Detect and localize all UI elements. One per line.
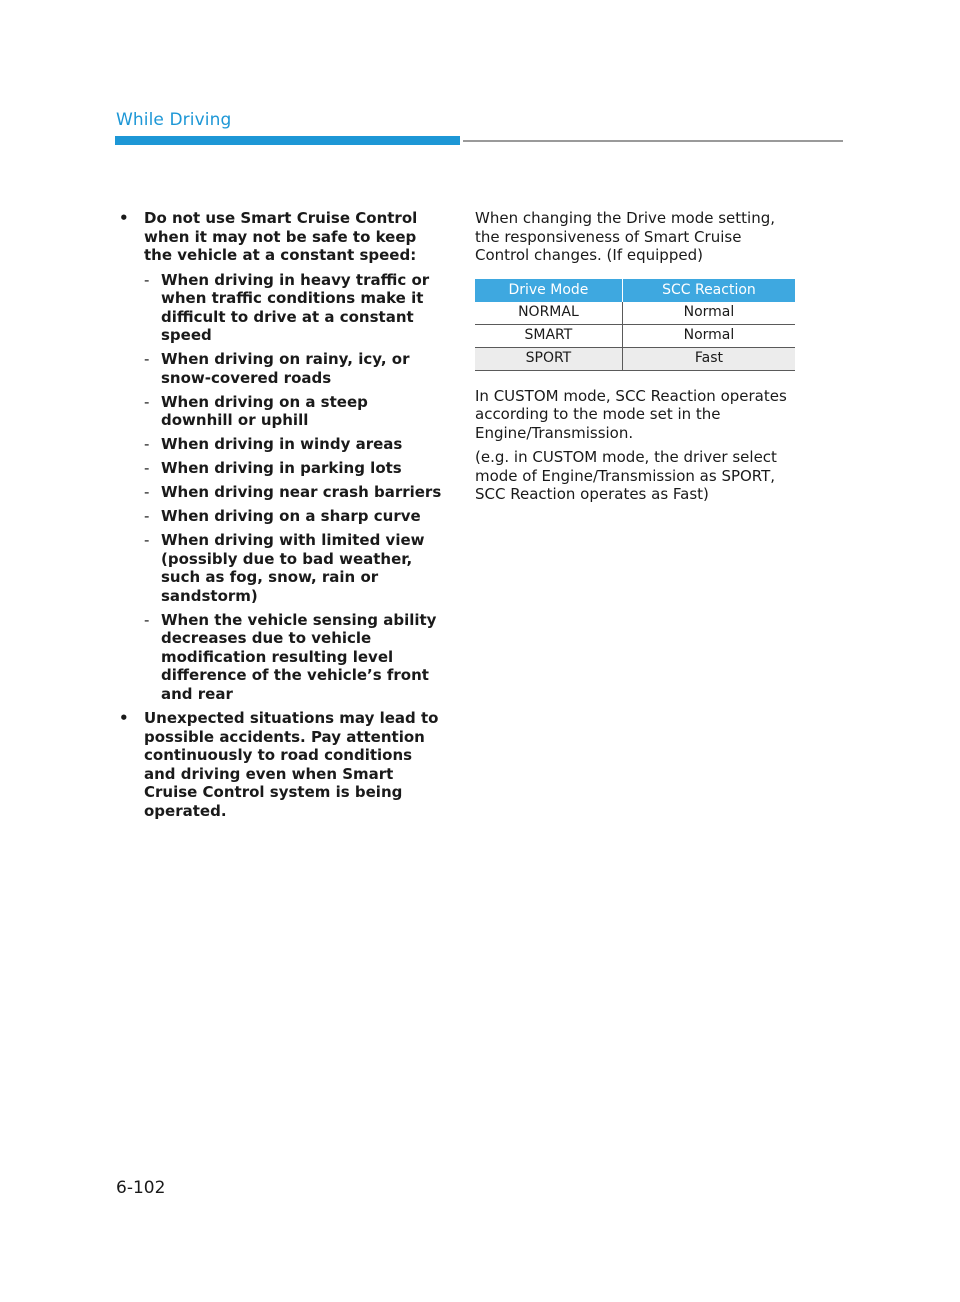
column-header-scc-reaction: SCC Reaction — [622, 279, 795, 302]
dash-icon: - — [144, 270, 150, 289]
bullet-icon: • — [119, 209, 129, 227]
warning-list — [117, 209, 442, 826]
table-cell: Fast — [622, 347, 795, 370]
sub-item-text: When driving on a steep downhill or uphill — [161, 392, 368, 429]
table-cell: SMART — [475, 324, 622, 347]
sub-item — [144, 393, 442, 430]
column-header-drive-mode: Drive Mode — [475, 279, 622, 302]
sub-item-text: When driving on rainy, icy, or snow-covered roads — [161, 350, 410, 387]
bullet-icon: • — [119, 709, 129, 727]
sub-item — [144, 350, 442, 387]
table-cell: Normal — [622, 302, 795, 325]
sub-item-text: When driving with limited view (possibly due to bad weather, such as fog, snow, rain or sandstorm) — [161, 531, 425, 605]
sub-item-text: When driving in parking lots — [161, 459, 402, 477]
sub-item — [144, 507, 442, 526]
dash-icon: - — [144, 507, 150, 525]
bullet-item — [117, 709, 442, 820]
bullet-text: Do not use Smart Cruise Control when it may not be safe to keep the vehicle at a constant speed: — [144, 209, 418, 264]
dash-icon: - — [144, 350, 150, 368]
bullet-text: Unexpected situations may lead to possible accidents. Pay attention continuously to road conditions and driving even when Smart Cruise Control system is being operated. — [144, 709, 439, 820]
sub-item — [144, 435, 442, 454]
page-number: 6-102 — [116, 1178, 166, 1198]
table-row — [475, 347, 795, 370]
dash-icon: - — [144, 435, 150, 453]
sub-item-text: When driving on a sharp curve — [161, 507, 421, 525]
dash-icon: - — [144, 392, 150, 411]
sub-item-text: When driving in windy areas — [161, 435, 403, 453]
sub-item — [144, 531, 442, 605]
sub-item-list — [144, 271, 442, 704]
section-title: While Driving — [116, 110, 232, 130]
table-row — [475, 302, 795, 325]
sub-item-text: When driving in heavy traffic or when traffic conditions make it difficult to drive at a constant speed — [161, 270, 430, 344]
intro-paragraph: When changing the Drive mode setting, the responsiveness of Smart Cruise Control changes. (If equipped) — [475, 209, 775, 264]
table-cell: Normal — [622, 324, 795, 347]
sub-item — [144, 611, 442, 704]
sub-item — [144, 483, 442, 502]
sub-item — [144, 459, 442, 478]
table-cell: NORMAL — [475, 302, 622, 325]
dash-icon: - — [144, 531, 150, 549]
dash-icon: - — [144, 610, 150, 629]
sub-item-text: When the vehicle sensing ability decreases due to vehicle modification resulting level difference of the vehicle’s front and rear — [161, 610, 437, 703]
dash-icon: - — [144, 483, 150, 501]
sub-item — [144, 271, 442, 345]
table-row — [475, 324, 795, 347]
dash-icon: - — [144, 459, 150, 477]
table-header-row — [475, 279, 795, 302]
drive-mode-info — [475, 209, 795, 510]
table-cell: SPORT — [475, 347, 622, 370]
custom-mode-paragraph: In CUSTOM mode, SCC Reaction operates according to the mode set in the Engine/Transmission. — [475, 386, 787, 442]
bullet-item — [117, 209, 442, 703]
scc-reaction-table — [475, 279, 795, 371]
header-accent-bar — [115, 136, 460, 145]
sub-item-text: When driving near crash barriers — [161, 483, 442, 501]
header-divider-line — [463, 140, 843, 142]
example-paragraph: (e.g. in CUSTOM mode, the driver select mode of Engine/Transmission as SPORT, SCC Reaction operates as Fast) — [475, 448, 777, 503]
